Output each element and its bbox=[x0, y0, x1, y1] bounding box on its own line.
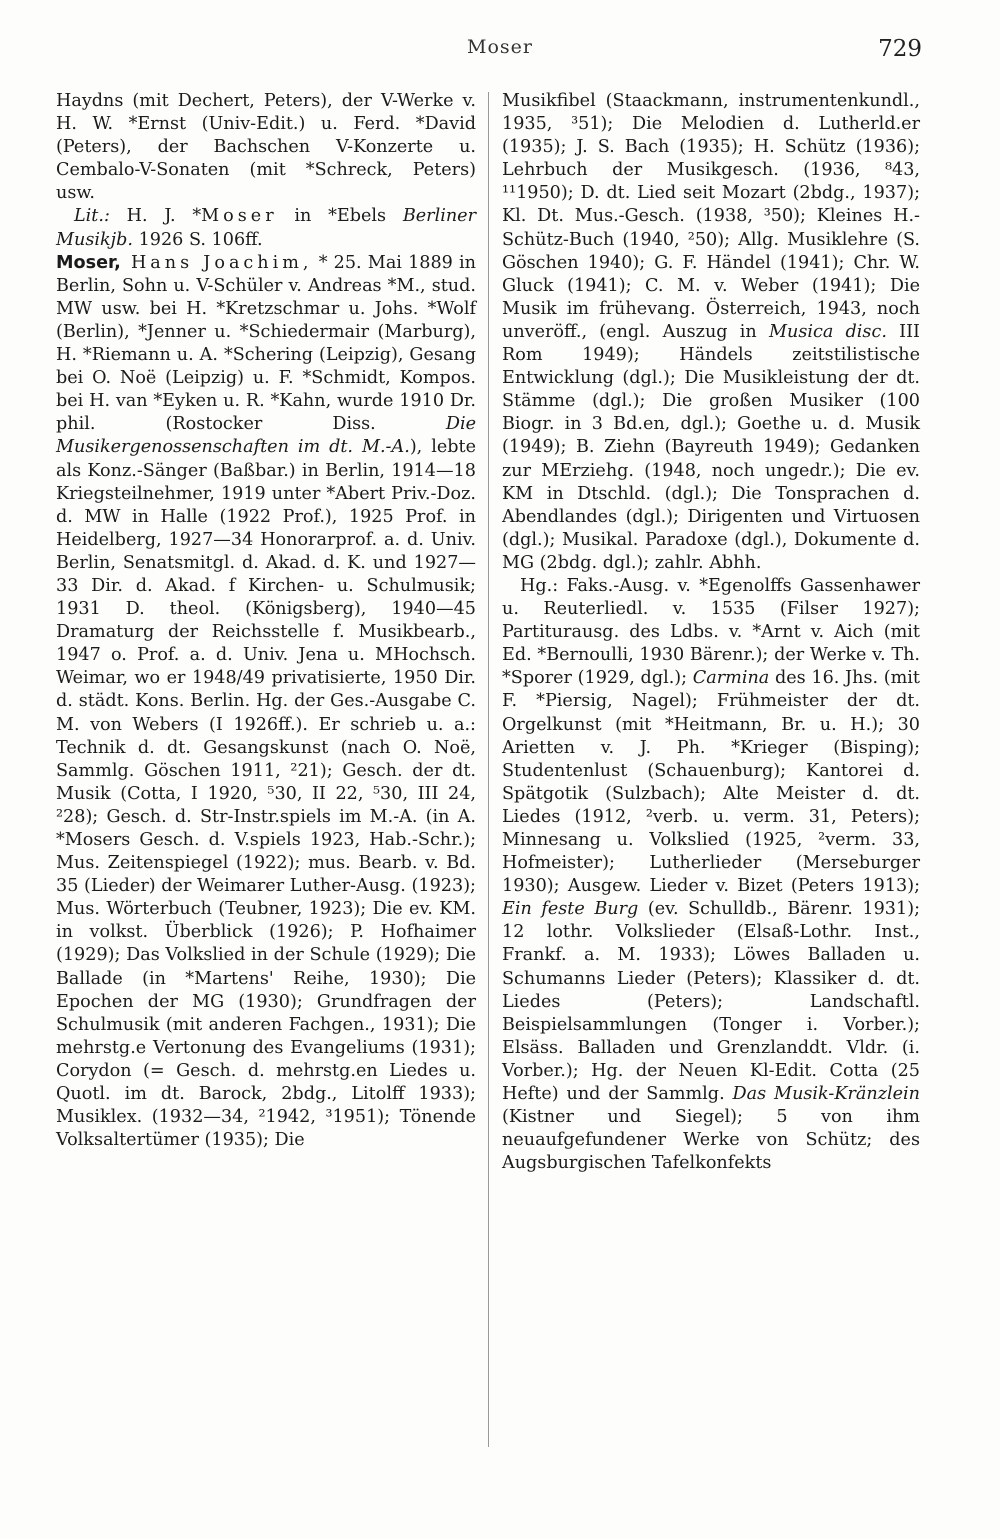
right-column bbox=[502, 90, 920, 1175]
editions-text: des 16. Jhs. (mit F. *Piersig, Nagel); Frühmeister der dt. Orgelkunst (mit *Heitmann, Br. u. H.); 30 Arietten v. J. Ph. *Krieger (Bisping); Studentenlust (Schauenburg); Kantorei d. Spätgotik (Sulzbach); Alte Meister d. dt. Liedes (1912, ²verb. u. verm. 31, Peters); Minnesang u. Volkslied (1925, ²verm. 33, Hofmeister); Lutherlieder (Merseburger 1930); Ausgew. Lieder v. Bizet (Peters 1913); bbox=[502, 668, 921, 897]
works-paragraph bbox=[502, 90, 920, 575]
lit-text: H. J. * bbox=[109, 206, 202, 227]
work-title: Carmina bbox=[692, 668, 770, 689]
column-divider bbox=[488, 92, 489, 1447]
lit-work-title: Berliner Musikjb. bbox=[56, 206, 476, 250]
left-column bbox=[56, 90, 476, 1152]
entry-paragraph bbox=[56, 252, 476, 1153]
running-header: Moser bbox=[467, 36, 533, 58]
editions-paragraph bbox=[502, 575, 920, 1175]
work-title: Ein feste Burg bbox=[502, 899, 639, 920]
entry-given-names: Hans Joachim, bbox=[120, 252, 313, 273]
editions-text: Hg.: Faks.-Ausg. v. *Egenolffs Gassenhawer u. Reuterliedl. v. 1535 (Filser 1927); Partiturausg. des Ldbs. v. *Arnt v. Aich (mit Ed. *Bernoulli, 1930 Bärenr.); der Werke v. Th. *Sporer (1929, dgl.); bbox=[502, 575, 920, 689]
dissertation-title: Die Musikergenossenschaften im dt. M.-A. bbox=[56, 414, 476, 458]
page-number: 729 bbox=[878, 36, 922, 62]
entry-text: ), lebte als Konz.-Sänger (Baßbar.) in Berlin, 1914—18 Kriegsteilnehmer, 1919 unter *Abert Priv.-Doz. d. MW in Halle (1922 Prof.), 1925 Prof. in Heidelberg, 1927—34 Honorarprof. a. d. Univ. Berlin, Senatsmitgl. d. Akad. d. K. und 1927—33 Dir. d. Akad. f Kirchen- u. Schulmusik; 1931 D. theol. (Königsberg), 1940—45 Dramaturg der Reichsstelle f. Musikbearb., 1947 o. Prof. a. d. Univ. Jena u. MHochsch. Weimar, wo er 1948/49 privatisierte, 1950 Dir. d. städt. Kons. Berlin. Hg. der Ges.-Ausgabe C. M. von Webers (I 1926ff.). Er schrieb u. a.: Technik d. dt. Gesangskunst (nach O. Noë, Sammlg. Göschen 1911, ²21); Gesch. der dt. Musik (Cotta, I 1920, ⁵30, II 22, ⁵30, III 24, ²28); Gesch. d. Str-Instr.spiels im M.-A. (in A. *Mosers Gesch. d. V.spiels 1923, Hab.-Schr.); Mus. Zeitenspiegel (1922); mus. Bearb. v. Bd. 35 (Lieder) der Weimarer Luther-Ausg. (1923); Mus. Wörterbuch (Teubner, 1923); Die ev. KM. in volkst. Überblick (1926); P. Hofhaimer (1929); Das Volkslied in der Schule (1929); Die Ballade (in *Martens' Reihe, 1930); Die Epochen der MG (1930); Grundfragen der Schulmusik (mit anderen Fachgen., 1931); Die mehrstg.e Vertonung des Evangeliums (1931); Corydon (= Gesch. d. mehrstg.en Liedes u. Quotl. im dt. Barock, 2bdg., Litolff 1933); Musiklex. (1932—34, ²1942, ³1951); Tönende Volksaltertümer (1935); Die bbox=[56, 437, 476, 1151]
continued-paragraph: Haydns (mit Dechert, Peters), der V-Werke v. H. W. *Ernst (Univ-Edit.) u. Ferd. *David (Peters), der Bachschen V-Konzerte u. Cembalo-V-Sonaten (mit *Schreck, Peters) usw. bbox=[56, 91, 476, 204]
entry-headword: Moser, bbox=[56, 252, 121, 273]
lit-label: Lit.: bbox=[74, 206, 110, 227]
work-title: Das Musik-Kränzlein bbox=[732, 1084, 920, 1105]
lit-author: Moser bbox=[201, 206, 278, 227]
entry-text: * 25. Mai 1889 in Berlin, Sohn u. V-Schüler v. Andreas *M., stud. MW usw. bei H. *Kretzschmar u. Johs. *Wolf (Berlin), *Jenner u. *Schiedermair (Marburg), H. *Riemann u. A. *Schering (Leipzig), Gesang bei O. Noë (Leipzig) u. F. *Schmidt, Kompos. bei H. van *Eyken u. R. *Kahn, wurde 1910 Dr. phil. (Rostocker Diss. bbox=[56, 252, 476, 435]
lit-text: in *Ebels bbox=[277, 206, 403, 227]
editions-text: (Kistner und Siegel); 5 von ihm neuaufgefundener Werke von Schütz; des Augsburgischen Tafelkonfekts bbox=[502, 1107, 920, 1174]
editions-text: (ev. Schulldb., Bärenr. 1931); 12 lothr. Volkslieder (Elsaß-Lothr. Inst., Frankf. a. M. 1933); Löwes Balladen u. Schumanns Lieder (Peters); Klassiker d. dt. Liedes (Peters); Landschaftl. Beispielsammlungen (Tonger i. Vorber.); Elsäss. Balladen und Grenzlanddt. Vldr. (i. Vorber.); Hg. der Neuen Kl-Edit. Cotta (25 Hefte) und der Sammlg. bbox=[502, 899, 920, 1105]
literature-paragraph bbox=[56, 205, 476, 251]
works-text: Musikfibel (Staackmann, instrumentenkundl., 1935, ³51); Die Melodien d. Lutherld.er (1935); J. S. Bach (1935); H. Schütz (1936); Lehrbuch der Musikgesch. (1936, ⁸43, ¹¹1950); D. dt. Lied seit Mozart (2bdg., 1937); Kl. Dt. Mus.-Gesch. (1938, ³50); Kleines H.-Schütz-Buch (1940, ²50); Allg. Musiklehre (S. Göschen 1940); G. F. Händel (1941); Chr. W. Gluck (1941); C. M. v. Weber (1941); Die Musik im frühevang. Österreich, 1943, noch unveröff., (engl. Auszug in bbox=[502, 91, 920, 342]
lit-text: 1926 S. 106ff. bbox=[132, 229, 263, 250]
work-title: Musica disc. bbox=[768, 321, 887, 342]
works-text: III Rom 1949); Händels zeitstilistische Entwicklung (dgl.); Die Musikleistung der dt. Stämme (dgl.); Die großen Musiker (100 Biogr. in 3 Bd.en, dgl.); Goethe u. d. Musik (1949); B. Ziehn (Bayreuth 1949); Gedanken zur MErziehg. (1948, noch ungedr.); Die ev. KM in Dtschld. (dgl.); Die Tonsprachen d. Abendlandes (dgl.); Dirigenten und Virtuosen (dgl.); Musikal. Paradoxe (dgl.), Dokumente d. MG (2bdg. dgl.); zahlr. Abhh. bbox=[502, 321, 920, 573]
